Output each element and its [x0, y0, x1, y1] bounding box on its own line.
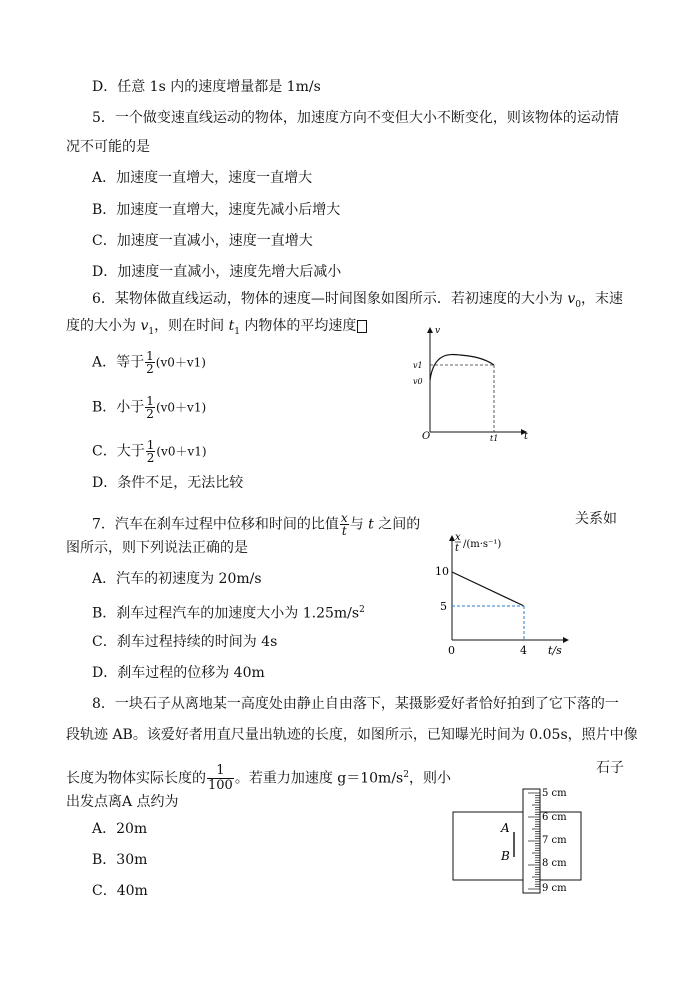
v1-label: v1: [413, 361, 423, 370]
frac-num: x: [340, 511, 348, 525]
q8-stem-line1: 8．一块石子从离地某一高度处由静止自由落下，某摄影爱好者恰好拍到了它下落的一: [92, 696, 619, 712]
ruler-7cm: 7 cm: [542, 835, 567, 846]
q7-right-text: 关系如: [575, 511, 617, 527]
q6-v0: v: [567, 291, 576, 307]
v-axis-label: v: [435, 326, 441, 336]
q7-option-c: C．刹车过程持续的时间为 4s: [92, 634, 278, 650]
q8-stem-line4: 出发点离A 点约为: [66, 794, 179, 810]
q8-stem-line3: [66, 764, 451, 793]
point-a-label: A: [501, 821, 510, 835]
q7-stem1a: 7．汽车在刹车过程中位移和时间的比值: [92, 516, 339, 533]
q8-ruler-photo: [450, 785, 590, 897]
origin-label: O: [422, 431, 431, 442]
x-tick-0: 0: [448, 644, 455, 657]
q7-stem-line2: 图所示，则下列说法正确的是: [66, 540, 248, 556]
q6-a-label: A．等于: [92, 354, 145, 371]
q5-option-b: B．加速度一直增大，速度先减小后增大: [92, 202, 341, 218]
q6-a-frac: [145, 350, 155, 375]
x-tick-4: 4: [520, 644, 527, 657]
q6-c-label: C．大于: [92, 443, 145, 460]
q6-option-a: [92, 350, 206, 375]
frac-num: 1: [146, 349, 154, 363]
q5-option-a: A．加速度一直增大，速度一直增大: [92, 170, 313, 186]
q6-v1-sub: 1: [148, 326, 155, 337]
q6-b-label: B．小于: [92, 399, 145, 416]
q6-stem2c: 内物体的平均速度: [239, 318, 357, 334]
q6-b-paren: (v0＋v1): [155, 400, 207, 415]
frac-num: 1: [207, 764, 234, 779]
q5-stem-line1: 5．一个做变速直线运动的物体，加速度方向不变但大小不断变化，则该物体的运动情: [92, 110, 619, 126]
q8-right-text: 石子: [596, 760, 624, 776]
q8-option-b: B．30m: [92, 852, 148, 868]
q6-stem-line1: [92, 289, 623, 315]
frac-den: 2: [146, 407, 154, 421]
xt-line: [452, 572, 524, 606]
frac-num: 1: [146, 394, 154, 408]
point-b-label: B: [501, 849, 510, 863]
q4-option-d: D．任意 1s 内的速度增量都是 1m/s: [92, 79, 321, 95]
q6-stem1a: 6．某物体做直线运动，物体的速度—时间图象如图所示．若初速度的大小为: [92, 291, 568, 307]
q7-option-a: A．汽车的初速度为 20m/s: [92, 571, 262, 587]
q6-v0-sub: 0: [575, 299, 582, 310]
q7-t: t: [368, 516, 374, 533]
frac-den: t: [341, 524, 347, 538]
t1-label: t1: [490, 434, 499, 443]
q8-stem3a: 长度为物体实际长度的: [66, 770, 206, 787]
q5-option-d: D．加速度一直减小，速度先增大后减小: [92, 264, 342, 280]
q7-stem-line1: [92, 512, 420, 537]
q8-option-c: C．40m: [92, 883, 148, 899]
x-axis-label: t/s: [548, 644, 562, 657]
q6-option-b: [92, 395, 206, 420]
q6-option-c: [92, 439, 207, 464]
q5-stem-line2: 况不可能的是: [66, 139, 150, 155]
ruler-5cm: 5 cm: [542, 788, 567, 799]
q7-b-text: B．刹车过程汽车的加速度大小为 1.25m/s: [92, 605, 360, 622]
q7-stem1c: 之间的: [373, 516, 421, 533]
q6-c-paren: (v0＋v1): [156, 444, 207, 459]
frac-num: 1: [146, 438, 155, 452]
ruler-6cm: 6 cm: [542, 812, 567, 823]
y-axis-label: /(m·s⁻¹): [463, 539, 502, 550]
y-tick-5: 5: [440, 600, 447, 613]
q6-t1: t: [228, 318, 235, 334]
frac-den: 2: [146, 451, 155, 465]
ylabel-frac-t: t: [455, 543, 460, 554]
q5-option-c: C．加速度一直减小，速度一直增大: [92, 233, 313, 249]
ruler-8cm: 8 cm: [542, 858, 567, 869]
q8-stem3c: ，则小: [408, 770, 451, 787]
q8-stem3b: 。若重力加速度 g＝10m/s: [234, 770, 404, 787]
blank-box: [357, 320, 367, 333]
q7-option-d: D．刹车过程的位移为 40m: [92, 665, 265, 681]
t-axis-label: t: [524, 431, 529, 442]
q6-option-d: D．条件不足，无法比较: [92, 475, 244, 491]
q6-stem2b: ，则在时间: [154, 318, 229, 334]
q6-b-frac: [145, 395, 155, 420]
q8-option-a: A．20m: [92, 821, 148, 837]
q6-t1-sub: 1: [234, 326, 240, 337]
q6-stem1b: ，末速: [581, 291, 624, 307]
q7-xt-frac: [340, 512, 349, 537]
q6-v1: v: [140, 318, 149, 334]
ruler-9cm: 9 cm: [542, 883, 567, 894]
frac-den: 2: [146, 362, 154, 376]
q8-frac: [207, 764, 234, 793]
q6-stem2a: 度的大小为: [66, 318, 141, 334]
q8-stem3-sup: 2: [403, 769, 409, 780]
v0-label: v0: [413, 377, 423, 386]
q7-xt-graph: [432, 532, 580, 658]
q8-stem-line2: 段轨迹 AB。该爱好者用直尺量出轨迹的长度，如图所示，已知曝光时间为 0.05s，照片中像: [66, 727, 638, 743]
q7-b-sup: 2: [359, 605, 365, 615]
ylabel-frac-x: x: [455, 532, 461, 543]
q7-stem1b: 与: [349, 516, 369, 533]
q6-vt-graph: [410, 322, 540, 444]
velocity-curve: [430, 355, 494, 380]
y-tick-10: 10: [435, 565, 449, 578]
q6-c-frac: [146, 439, 156, 464]
q7-option-b: [92, 600, 365, 624]
frac-den: 100: [208, 778, 233, 793]
q6-a-paren: (v0＋v1): [155, 355, 206, 370]
q6-stem-line2: [66, 316, 367, 342]
